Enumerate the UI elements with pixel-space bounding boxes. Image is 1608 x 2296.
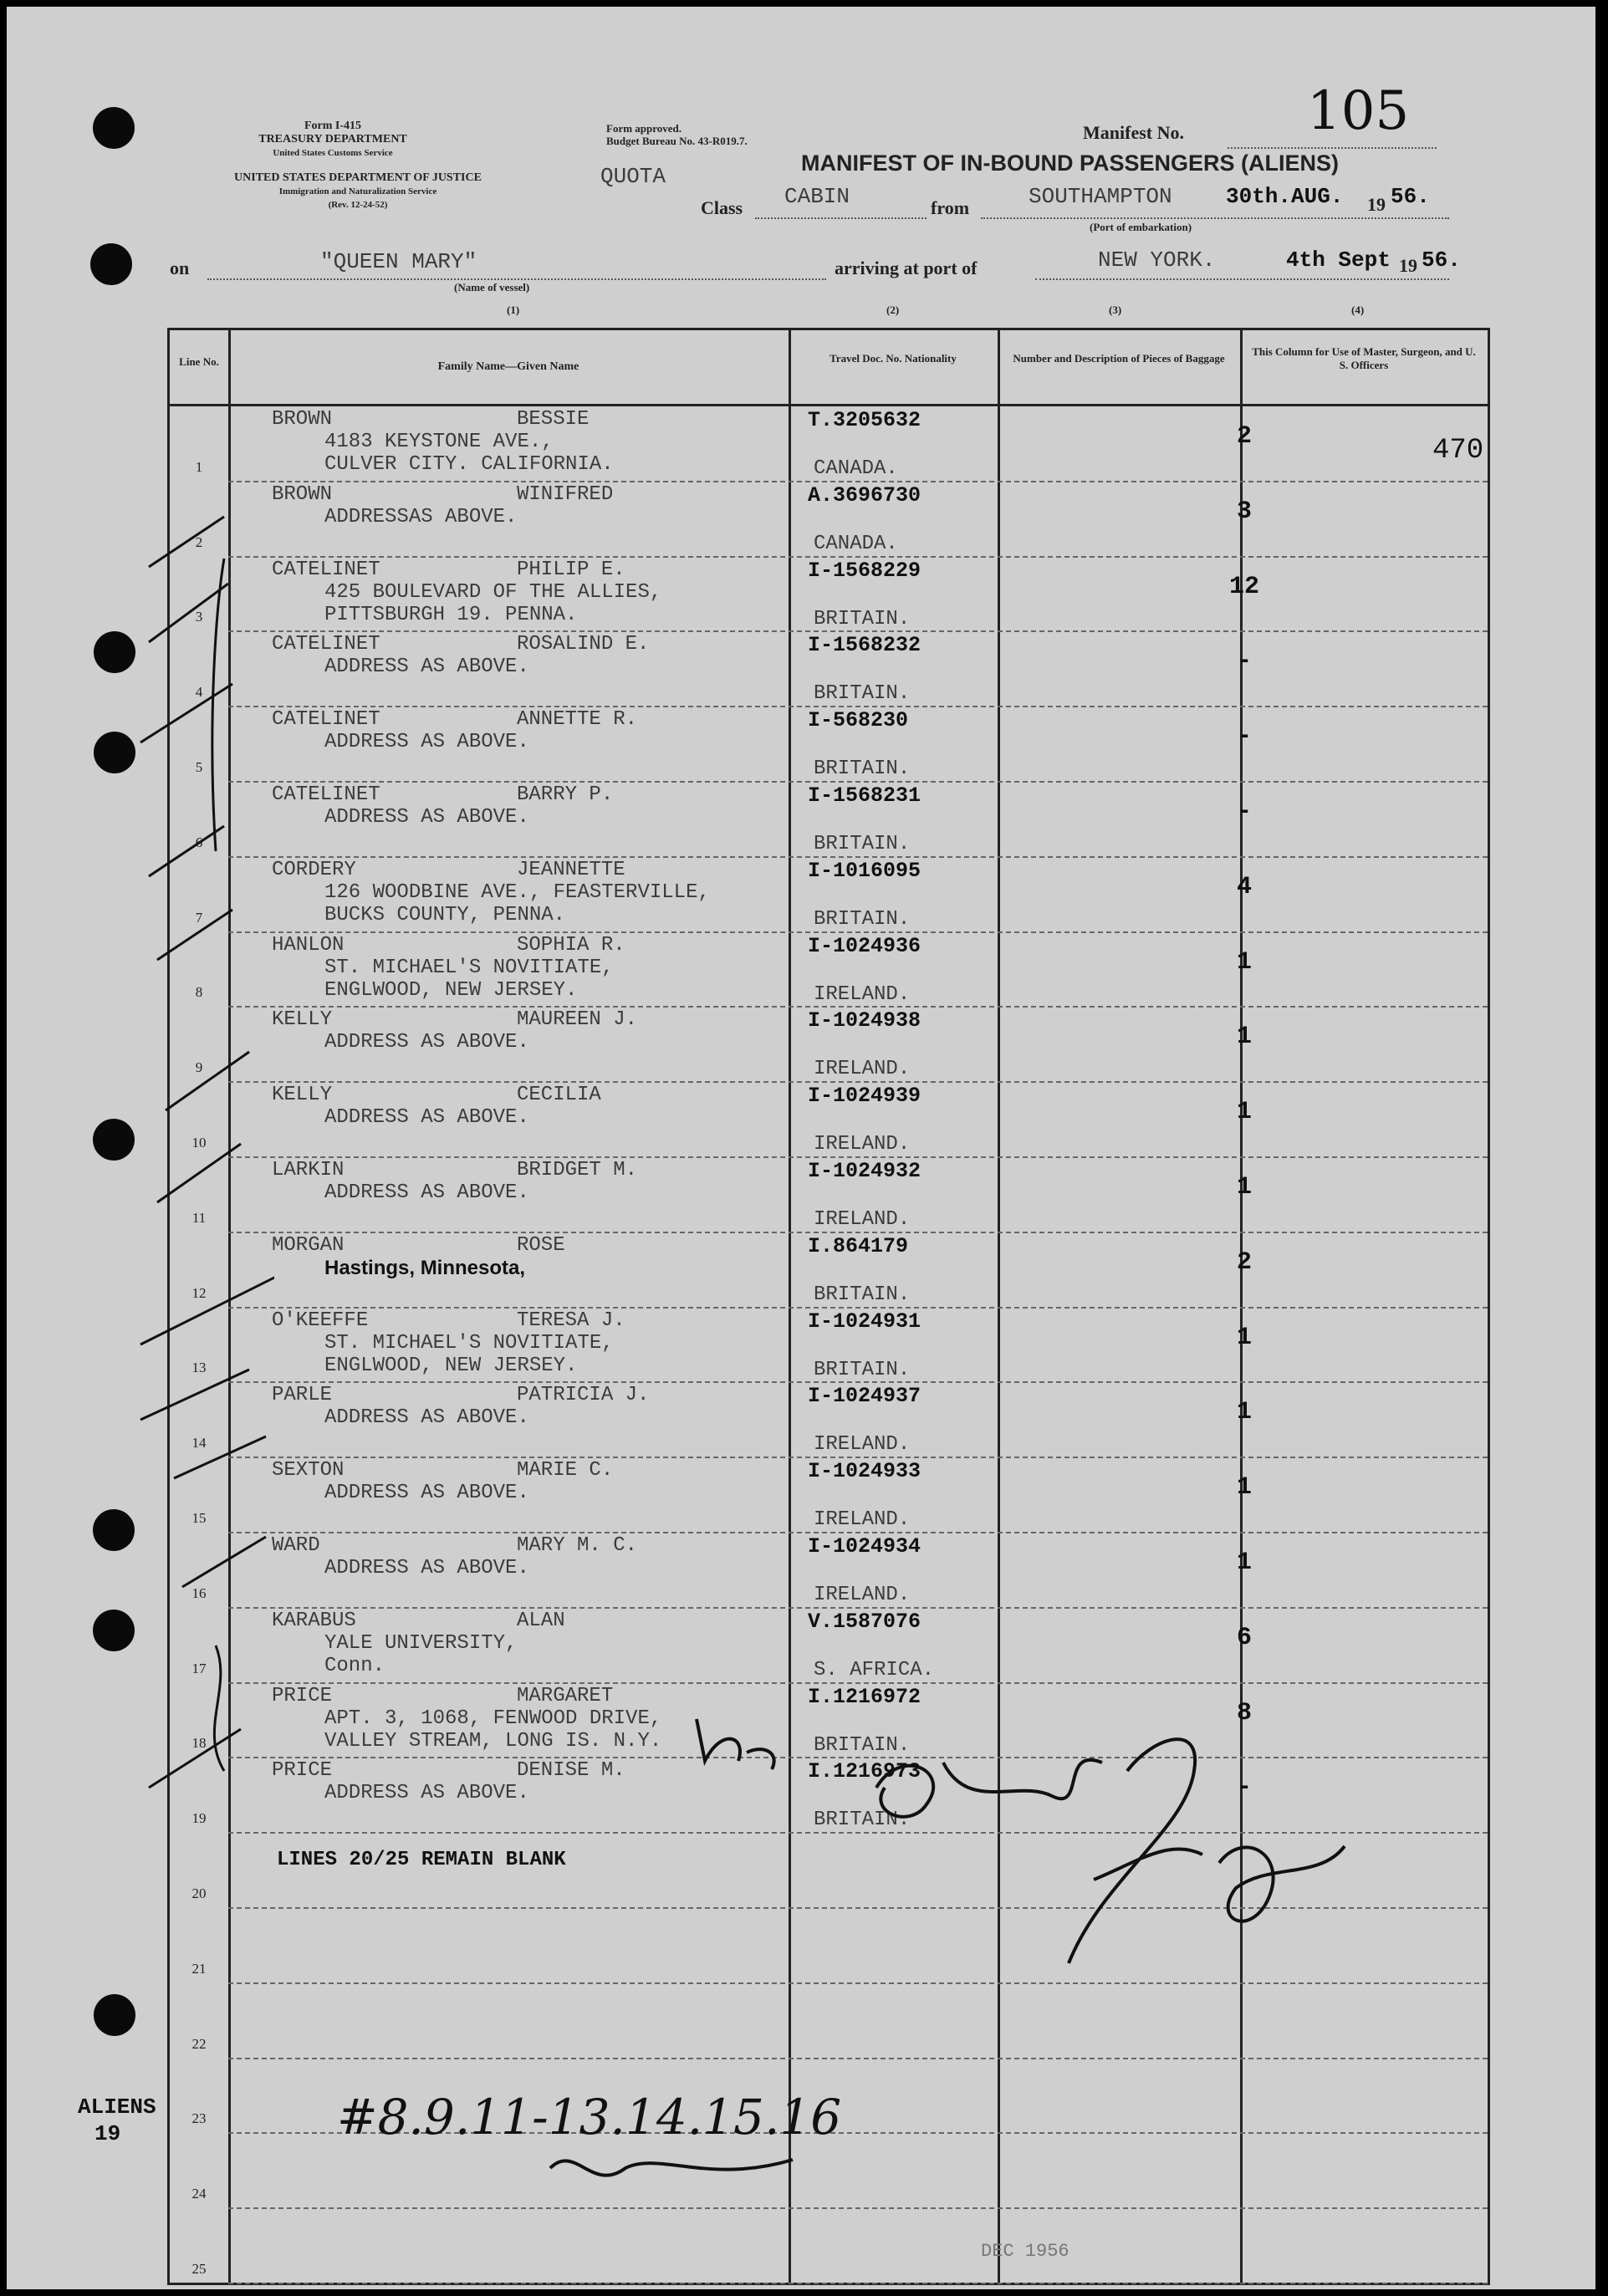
nationality: BRITAIN. xyxy=(814,758,911,781)
punch-hole xyxy=(90,243,132,285)
travel-doc-no: I-1024932 xyxy=(808,1159,921,1183)
col-num-4: (4) xyxy=(1351,304,1365,316)
travel-doc-no: I.1216972 xyxy=(808,1684,921,1709)
line-number: 2 xyxy=(195,533,203,550)
travel-doc-no: I-1568231 xyxy=(808,783,921,808)
nationality: BRITAIN. xyxy=(814,833,911,855)
given-name: ROSE xyxy=(517,1233,565,1257)
line-number: 18 xyxy=(191,1735,207,1752)
line-number: 12 xyxy=(191,1284,207,1301)
row-divider xyxy=(228,1006,1488,1008)
given-name: ALAN xyxy=(517,1609,565,1632)
address-line-2: PITTSBURGH 19. PENNA. xyxy=(324,603,578,626)
vessel-caption: (Name of vessel) xyxy=(454,281,530,293)
given-name: MARY M. C. xyxy=(517,1534,638,1557)
address-line-1: ADDRESS AS ABOVE. xyxy=(324,656,529,679)
nationality: IRELAND. xyxy=(814,1508,911,1532)
given-name: SOPHIA R. xyxy=(517,933,625,957)
manifest-title: MANIFEST OF IN-BOUND PASSENGERS (ALIENS) xyxy=(801,151,1340,176)
line-number: 24 xyxy=(191,2186,207,2202)
address-line-1: ADDRESS AS ABOVE. xyxy=(324,1482,529,1505)
travel-doc-no: I-1024937 xyxy=(808,1384,921,1409)
line-number: 7 xyxy=(195,909,203,926)
line-number: 25 xyxy=(191,2261,207,2277)
travel-doc-no: A.3696730 xyxy=(808,482,921,508)
given-name: BARRY P. xyxy=(517,783,614,806)
header-name: Family Name—Given Name xyxy=(437,360,579,373)
given-name: MARGARET xyxy=(517,1684,614,1707)
nationality: CANADA. xyxy=(814,457,898,480)
family-name: BROWN xyxy=(272,482,333,506)
family-name: KELLY xyxy=(272,1008,333,1032)
address-line-1: ST. MICHAEL'S NOVITIATE, xyxy=(324,1331,614,1355)
nationality: BRITAIN. xyxy=(814,607,911,630)
given-name: WINIFRED xyxy=(517,482,614,506)
line-number: 20 xyxy=(191,1885,207,1901)
given-name: PHILIP E. xyxy=(517,558,625,581)
family-name: MORGAN xyxy=(272,1233,345,1257)
year-prefix: 19 xyxy=(1367,194,1386,215)
baggage-count: - xyxy=(1236,722,1252,752)
form-number: Form I-415 xyxy=(304,120,362,132)
line-number: 3 xyxy=(195,609,203,625)
aliens-count-note xyxy=(78,2094,156,2147)
arriving-label: arriving at port of xyxy=(835,258,978,278)
port-embark-caption: (Port of embarkation) xyxy=(1090,221,1192,233)
row-divider xyxy=(228,931,1488,933)
address-line-1: ADDRESS AS ABOVE. xyxy=(324,1406,529,1430)
nationality: IRELAND. xyxy=(814,1058,911,1081)
row-divider xyxy=(228,2283,1488,2284)
line-number: 14 xyxy=(191,1435,207,1452)
baggage-count: 1 xyxy=(1236,1098,1252,1127)
line-number: 9 xyxy=(195,1059,203,1076)
given-name: ANNETTE R. xyxy=(517,708,638,732)
dept-customs: United States Customs Service xyxy=(273,148,393,158)
dept-ins: Immigration and Naturalization Service xyxy=(278,186,437,196)
row-divider xyxy=(228,630,1488,632)
arrival-year: 56. xyxy=(1422,247,1461,273)
family-name: LARKIN xyxy=(272,1159,345,1181)
baggage-count: - xyxy=(1236,798,1252,826)
given-name: ROSALIND E. xyxy=(517,633,650,656)
family-name: CATELINET xyxy=(272,633,380,656)
col-num-1: (1) xyxy=(507,304,520,316)
form-revision: (Rev. 12-24-52) xyxy=(328,200,388,210)
form-agency-block xyxy=(207,120,458,160)
signature-mark xyxy=(851,1712,1386,1997)
line-number: 6 xyxy=(195,834,203,850)
baggage-count: 1 xyxy=(1236,1398,1252,1427)
check-marks xyxy=(90,475,274,2064)
form-approved: Form approved. xyxy=(606,122,682,135)
address-line-1: ADDRESS AS ABOVE. xyxy=(324,1031,529,1054)
line-number: 10 xyxy=(191,1135,207,1151)
header-divider xyxy=(170,404,1488,406)
line-number: 21 xyxy=(191,1960,207,1977)
baggage-count: - xyxy=(1236,647,1252,676)
manifest-page xyxy=(7,7,1595,2289)
nationality: IRELAND. xyxy=(814,1433,911,1457)
row-divider xyxy=(228,1232,1488,1233)
given-name: JEANNETTE xyxy=(517,858,625,881)
date-stamp: DEC 1956 xyxy=(981,2241,1069,2262)
col-num-3: (3) xyxy=(1109,304,1122,316)
line-number: 17 xyxy=(191,1660,207,1676)
address-line-1: ADDRESS AS ABOVE. xyxy=(324,1106,529,1130)
header-officers: This Column for Use of Master, Surgeon, and U. S. Officers xyxy=(1252,345,1476,371)
row-divider xyxy=(228,1156,1488,1158)
address-line-1: ADDRESS AS ABOVE. xyxy=(324,1181,529,1204)
aliens-label: ALIENS xyxy=(78,2094,156,2120)
address-line-1: ADDRESS AS ABOVE. xyxy=(324,731,529,754)
given-name: BRIDGET M. xyxy=(517,1159,638,1181)
row-divider xyxy=(228,1081,1488,1083)
blank-lines-note: LINES 20/25 REMAIN BLANK xyxy=(277,1849,566,1872)
from-value: SOUTHAMPTON xyxy=(1029,184,1172,209)
address-line-1: ADDRESSAS ABOVE. xyxy=(324,505,518,528)
nationality: BRITAIN. xyxy=(814,1358,911,1381)
baggage-count: 6 xyxy=(1236,1623,1252,1652)
form-justice-block xyxy=(166,171,550,212)
row-divider xyxy=(228,706,1488,707)
nationality: BRITAIN. xyxy=(814,1733,911,1757)
punch-hole xyxy=(93,107,135,149)
travel-doc-no: I-1568232 xyxy=(808,633,921,658)
on-label: on xyxy=(170,258,190,278)
aliens-count: 19 xyxy=(94,2121,121,2146)
initials-mark xyxy=(688,1711,789,1778)
address-line-1: Hastings, Minnesota, xyxy=(324,1256,526,1279)
baggage-count: 2 xyxy=(1236,422,1252,451)
address-line-1: ADDRESS AS ABOVE. xyxy=(324,806,529,829)
address-line-1: ST. MICHAEL'S NOVITIATE, xyxy=(324,956,614,979)
nationality: S. AFRICA. xyxy=(814,1658,935,1681)
line-number: 8 xyxy=(195,984,203,1001)
address-line-1: ADDRESS AS ABOVE. xyxy=(324,1782,529,1805)
manifest-no-value: 105 xyxy=(1307,80,1410,142)
family-name: BROWN xyxy=(272,408,333,431)
address-line-1: 4183 KEYSTONE AVE., xyxy=(324,431,554,453)
row-divider xyxy=(228,1457,1488,1458)
nationality: BRITAIN. xyxy=(814,1809,911,1832)
baggage-count: 1 xyxy=(1236,1323,1252,1352)
given-name: PATRICIA J. xyxy=(517,1384,650,1407)
travel-doc-no: T.3205632 xyxy=(808,408,921,432)
family-name: O'KEEFFE xyxy=(272,1309,369,1332)
family-name: KARABUS xyxy=(272,1609,356,1632)
row-divider xyxy=(228,1532,1488,1533)
officer-note: 470 xyxy=(1432,435,1484,467)
row-divider xyxy=(228,781,1488,783)
arrival-year-prefix: 19 xyxy=(1399,255,1417,276)
family-name: HANLON xyxy=(272,933,345,957)
arrival-port: NEW YORK. xyxy=(1098,247,1216,273)
address-line-1: APT. 3, 1068, FENWOOD DRIVE, xyxy=(324,1707,662,1730)
line-number: 19 xyxy=(191,1810,207,1827)
row-divider xyxy=(228,1607,1488,1609)
line-number: 22 xyxy=(191,2035,207,2052)
baggage-count: - xyxy=(1236,1773,1252,1803)
from-line xyxy=(981,217,1449,219)
family-name: KELLY xyxy=(272,1084,333,1107)
travel-doc-no: I-1024939 xyxy=(808,1084,921,1109)
given-name: TERESA J. xyxy=(517,1309,625,1332)
year-value: 56. xyxy=(1391,184,1430,209)
family-name: CATELINET xyxy=(272,783,380,806)
baggage-count: 1 xyxy=(1236,1023,1252,1052)
line-number: 15 xyxy=(191,1510,207,1526)
line-number: 23 xyxy=(191,2110,207,2127)
nationality: IRELAND. xyxy=(814,982,911,1006)
row-divider xyxy=(228,856,1488,858)
travel-doc-no: I-1024933 xyxy=(808,1459,921,1484)
address-line-2: ENGLWOOD, NEW JERSEY. xyxy=(324,978,578,1002)
baggage-count: 4 xyxy=(1236,872,1252,901)
class-line xyxy=(755,217,927,219)
arrival-date: 4th Sept xyxy=(1286,247,1391,273)
nationality: BRITAIN. xyxy=(814,907,911,931)
line-number: 11 xyxy=(191,1209,207,1226)
given-name: BESSIE xyxy=(517,408,590,431)
address-line-2: CULVER CITY. CALIFORNIA. xyxy=(324,453,614,476)
class-value: CABIN xyxy=(784,184,850,209)
travel-doc-no: I-1024936 xyxy=(808,933,921,958)
row-divider xyxy=(228,1682,1488,1684)
row-divider xyxy=(228,2058,1488,2059)
address-line-2: ENGLWOOD, NEW JERSEY. xyxy=(324,1354,578,1377)
address-line-1: 126 WOODBINE AVE., FEASTERVILLE, xyxy=(324,880,710,904)
nationality: IRELAND. xyxy=(814,1133,911,1156)
baggage-count: 1 xyxy=(1236,947,1252,977)
col-num-2: (2) xyxy=(886,304,900,316)
baggage-count: 2 xyxy=(1236,1247,1252,1277)
family-name: CATELINET xyxy=(272,558,380,581)
row-divider xyxy=(228,1381,1488,1383)
family-name: WARD xyxy=(272,1534,320,1557)
family-name: CORDERY xyxy=(272,858,356,881)
row-divider xyxy=(228,481,1488,482)
vessel-name: "QUEEN MARY" xyxy=(320,249,477,274)
family-name: PARLE xyxy=(272,1384,333,1407)
given-name: MAUREEN J. xyxy=(517,1008,638,1032)
header-line-no: Line No. xyxy=(179,355,219,368)
baggage-count: 1 xyxy=(1236,1473,1252,1503)
address-line-1: ADDRESS AS ABOVE. xyxy=(324,1557,529,1579)
family-name: CATELINET xyxy=(272,708,380,732)
travel-doc-no: I.864179 xyxy=(808,1233,909,1258)
from-label: from xyxy=(931,197,970,218)
family-name: PRICE xyxy=(272,1684,333,1707)
line-number: 1 xyxy=(195,458,203,475)
row-divider xyxy=(228,1307,1488,1309)
travel-doc-no: I.1216973 xyxy=(808,1759,921,1784)
nationality: BRITAIN. xyxy=(814,1283,911,1306)
baggage-count: 1 xyxy=(1236,1173,1252,1202)
from-date: 30th.AUG. xyxy=(1226,184,1344,209)
line-number: 16 xyxy=(191,1584,207,1601)
row-divider xyxy=(228,2207,1488,2209)
address-line-2: VALLEY STREAM, LONG IS. N.Y. xyxy=(324,1729,662,1753)
baggage-count: 12 xyxy=(1228,572,1259,601)
quota-label: QUOTA xyxy=(600,164,666,189)
address-line-1: YALE UNIVERSITY, xyxy=(324,1631,518,1655)
line-number: 13 xyxy=(191,1360,207,1376)
dept-justice: UNITED STATES DEPARTMENT OF JUSTICE xyxy=(234,171,482,184)
given-name: CECILIA xyxy=(517,1084,601,1107)
travel-doc-no: I-568230 xyxy=(808,708,909,733)
nationality: CANADA. xyxy=(814,532,898,555)
family-name: PRICE xyxy=(272,1759,333,1783)
baggage-count: 8 xyxy=(1236,1698,1252,1727)
address-line-2: Conn. xyxy=(324,1654,385,1677)
form-approval xyxy=(606,122,748,147)
class-label: Class xyxy=(701,197,743,218)
address-line-1: 425 BOULEVARD OF THE ALLIES, xyxy=(324,580,662,604)
nationality: IRELAND. xyxy=(814,1584,911,1606)
travel-doc-no: I-1024938 xyxy=(808,1008,921,1033)
travel-doc-no: I-1016095 xyxy=(808,858,921,883)
dept-treasury: TREASURY DEPARTMENT xyxy=(258,133,407,145)
travel-doc-no: I-1024934 xyxy=(808,1534,921,1559)
address-line-2: BUCKS COUNTY, PENNA. xyxy=(324,903,566,926)
line-number: 4 xyxy=(195,684,203,701)
travel-doc-no: I-1568229 xyxy=(808,558,921,583)
handwritten-initials xyxy=(542,2135,809,2202)
row-divider xyxy=(228,556,1488,558)
budget-bureau: Budget Bureau No. 43-R019.7. xyxy=(606,135,748,147)
manifest-no-label: Manifest No. xyxy=(1083,122,1184,143)
baggage-count: 1 xyxy=(1236,1549,1252,1577)
vessel-line xyxy=(207,278,826,280)
given-name: DENISE M. xyxy=(517,1759,625,1783)
header-travel-doc: Travel Doc. No. Nationality xyxy=(830,352,957,365)
header-baggage: Number and Description of Pieces of Baggage xyxy=(1013,352,1225,365)
line-number: 5 xyxy=(195,759,203,775)
baggage-count: 3 xyxy=(1236,497,1252,526)
arrival-line xyxy=(1035,278,1449,280)
manifest-no-line xyxy=(1228,147,1437,149)
handwritten-line-refs: #8.9.11-13.14.15.16 xyxy=(337,2089,842,2145)
nationality: IRELAND. xyxy=(814,1208,911,1231)
family-name: SEXTON xyxy=(272,1459,345,1482)
travel-doc-no: I-1024931 xyxy=(808,1309,921,1334)
given-name: MARIE C. xyxy=(517,1459,614,1482)
travel-doc-no: V.1587076 xyxy=(808,1609,921,1634)
nationality: BRITAIN. xyxy=(814,682,911,706)
